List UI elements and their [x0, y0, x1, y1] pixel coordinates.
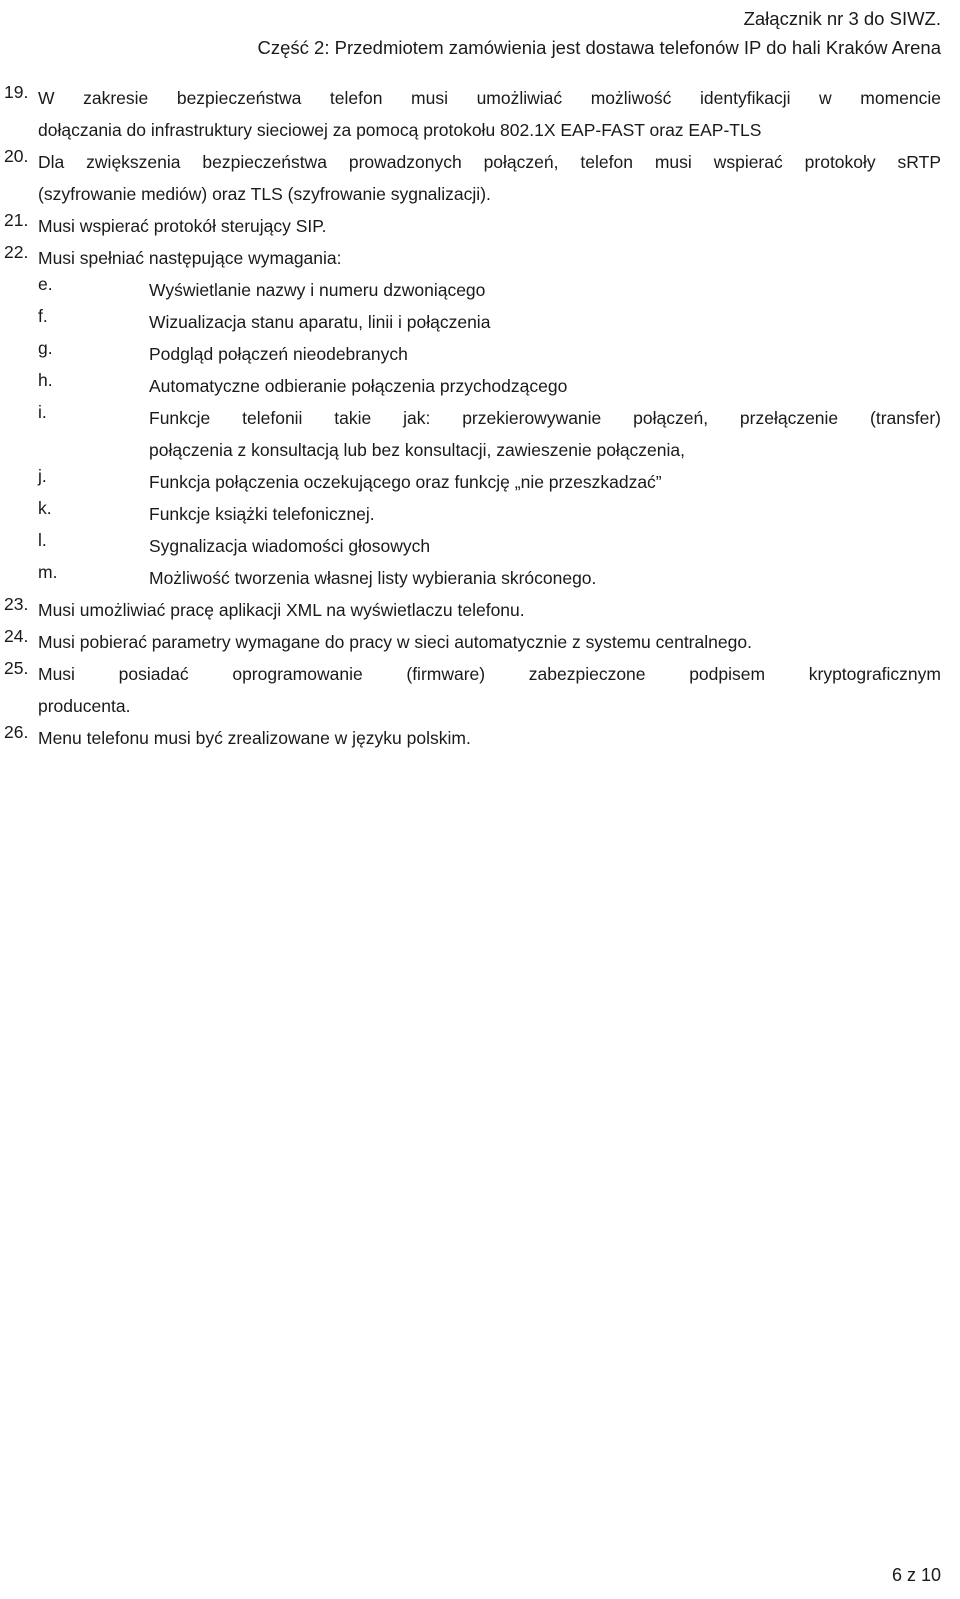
- sub-item-text-line: Możliwość tworzenia własnej listy wybierania skróconego.: [149, 568, 597, 588]
- item-number: 20.: [4, 146, 29, 166]
- list-item: [0, 658, 960, 722]
- sub-item-text-line: Wizualizacja stanu aparatu, linii i połączenia: [149, 312, 491, 332]
- list-item: [0, 82, 960, 146]
- page-header: [258, 4, 941, 62]
- sub-item-text-line: Wyświetlanie nazwy i numeru dzwoniącego: [149, 280, 486, 300]
- sub-item-letter: f.: [38, 306, 48, 326]
- sub-item-text-line: Funkcja połączenia oczekującego oraz funkcję „nie przeszkadzać”: [149, 472, 662, 492]
- item-text-line: Dla zwiększenia bezpieczeństwa prowadzonych połączeń, telefon musi wspierać protokoły sRTP: [38, 152, 941, 172]
- item-text-line: Musi posiadać oprogramowanie (firmware) zabezpieczone podpisem kryptograficznym: [38, 664, 941, 684]
- sub-item-letter: j.: [38, 466, 47, 486]
- sub-item-text-line: Funkcje książki telefonicznej.: [149, 504, 375, 524]
- list-item: [0, 242, 960, 274]
- sub-list-item: [0, 530, 960, 562]
- header-attachment-line: Załącznik nr 3 do SIWZ.: [743, 8, 941, 29]
- list-item: [0, 722, 960, 754]
- sub-list-item: [0, 562, 960, 594]
- sub-item-text-line: Sygnalizacja wiadomości głosowych: [149, 536, 431, 556]
- sub-item-text-line: Automatyczne odbieranie połączenia przychodzącego: [149, 376, 568, 396]
- item-number: 26.: [4, 722, 29, 742]
- item-text-line: producenta.: [38, 696, 131, 716]
- sub-item-letter: i.: [38, 402, 47, 422]
- sub-list-item: [0, 466, 960, 498]
- item-text-line: Musi wspierać protokół sterujący SIP.: [38, 216, 327, 236]
- item-number: 22.: [4, 242, 29, 262]
- sub-item-letter: m.: [38, 562, 58, 582]
- requirements-list: [0, 82, 960, 754]
- sub-list-item: [0, 370, 960, 402]
- list-item: [0, 626, 960, 658]
- sub-list-item: [0, 306, 960, 338]
- item-text-line: dołączania do infrastruktury sieciowej za pomocą protokołu 802.1X EAP-FAST oraz EAP-TLS: [38, 120, 762, 140]
- item-number: 23.: [4, 594, 29, 614]
- sub-list-item: [0, 274, 960, 306]
- sub-item-letter: l.: [38, 530, 47, 550]
- item-text-line: Musi pobierać parametry wymagane do pracy w sieci automatycznie z systemu centralnego.: [38, 632, 752, 652]
- page-number: 6 z 10: [891, 1565, 941, 1585]
- sub-list-item: [0, 338, 960, 370]
- item-number: 25.: [4, 658, 29, 678]
- item-text-line: Musi umożliwiać pracę aplikacji XML na wyświetlaczu telefonu.: [38, 600, 525, 620]
- item-number: 21.: [4, 210, 29, 230]
- header-subject-line: Część 2: Przedmiotem zamówienia jest dostawa telefonów IP do hali Kraków Arena: [257, 37, 941, 58]
- item-number: 24.: [4, 626, 29, 646]
- sub-list-item: [0, 498, 960, 530]
- sub-item-text-line: Podgląd połączeń nieodebranych: [149, 344, 408, 364]
- sub-list-item: [0, 402, 960, 466]
- sub-item-letter: h.: [38, 370, 53, 390]
- item-number: 19.: [4, 82, 29, 102]
- list-item: [0, 210, 960, 242]
- list-item: [0, 594, 960, 626]
- item-text-line: W zakresie bezpieczeństwa telefon musi umożliwiać możliwość identyfikacji w momencie: [38, 88, 941, 108]
- sub-item-text-line: Funkcje telefonii takie jak: przekierowywanie połączeń, przełączenie (transfer): [149, 408, 941, 428]
- item-text-line: Menu telefonu musi być zrealizowane w języku polskim.: [38, 728, 471, 748]
- item-text-line: Musi spełniać następujące wymagania:: [38, 248, 342, 268]
- sub-item-letter: g.: [38, 338, 53, 358]
- sub-item-text-line: połączenia z konsultacją lub bez konsultacji, zawieszenie połączenia,: [149, 440, 686, 460]
- sub-item-letter: e.: [38, 274, 53, 294]
- sub-item-letter: k.: [38, 498, 52, 518]
- item-text-line: (szyfrowanie mediów) oraz TLS (szyfrowanie sygnalizacji).: [38, 184, 491, 204]
- list-item: [0, 146, 960, 210]
